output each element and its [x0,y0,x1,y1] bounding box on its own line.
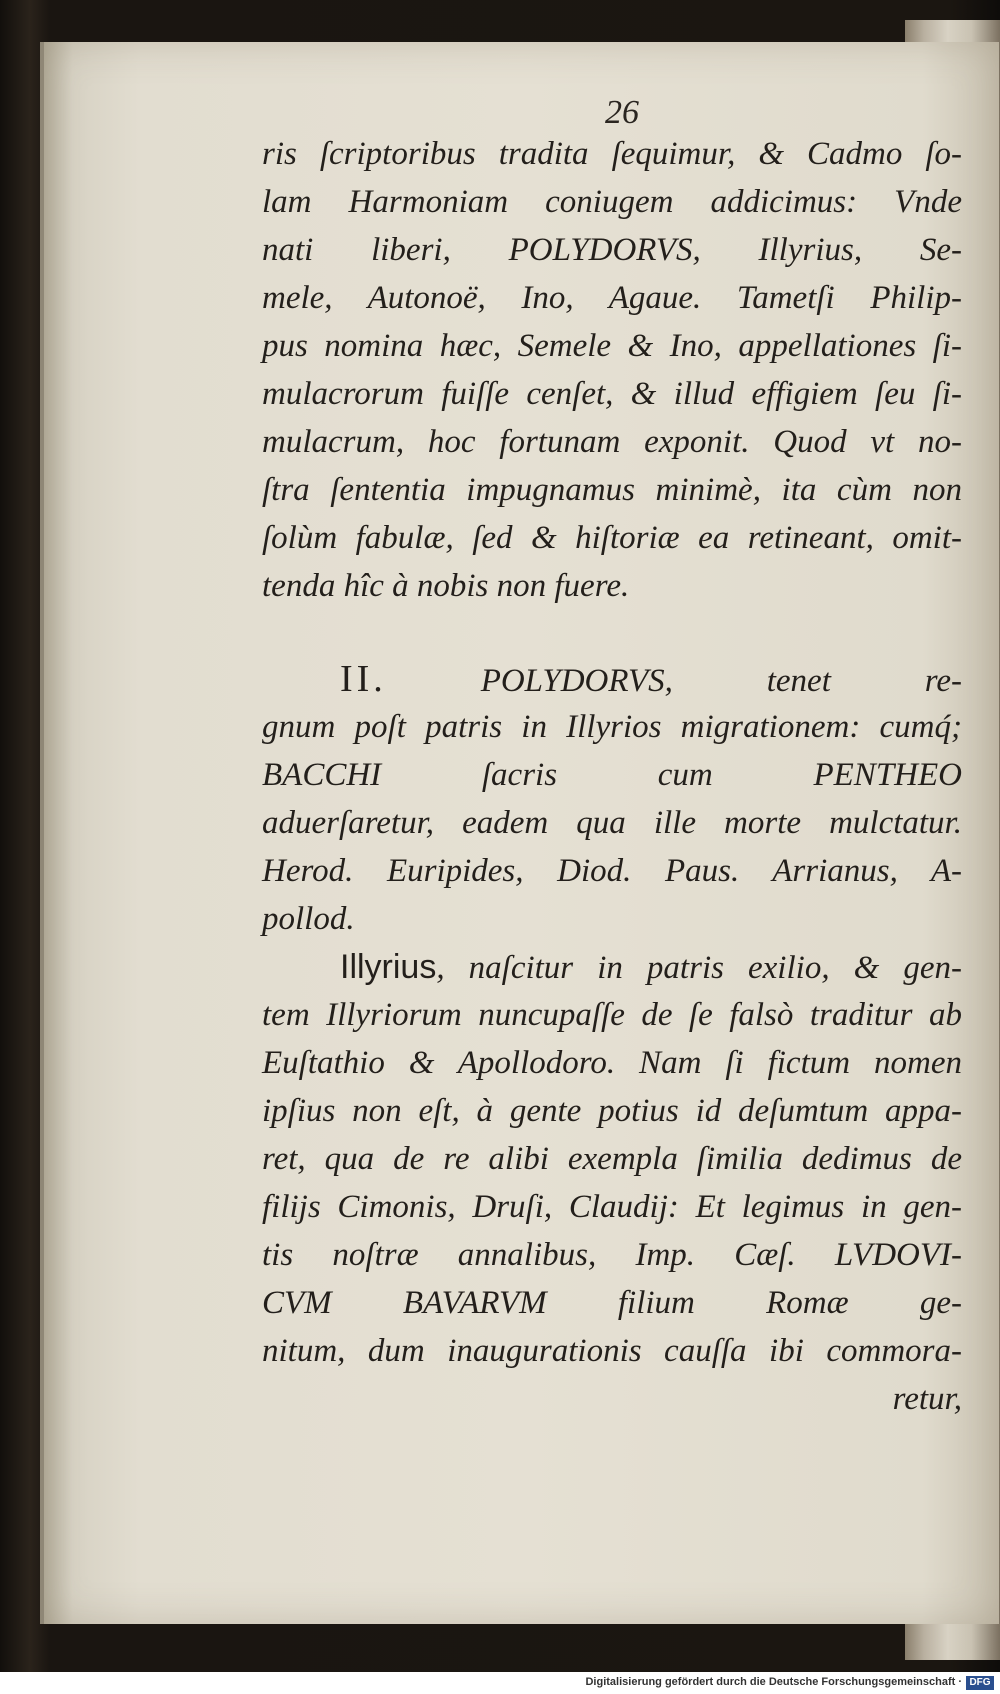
text-line: Herod. Euripides, Diod. Paus. Arrianus, A- [262,853,962,889]
text-line: mele, Autonoë, Ino, Agaue. Tametſi Philip- [262,280,962,316]
text-line: lam Harmoniam coniugem addicimus: Vnde [262,184,962,220]
text-line: tis noſtræ annalibus, Imp. Cæſ. LVDOVI- [262,1237,962,1273]
text-line: BACCHI ſacris cum PENTHEO [262,757,962,793]
text-line: , naſcitur in patris exilio, & gen- [436,950,962,986]
text-line: ſolùm fabulæ, ſed & hiſtoriæ ea retineant, omit- [262,520,962,556]
footer-bar [0,1672,1000,1694]
text-line: pus nomina hæc, Semele & Ino, appellationes ſi- [262,328,962,364]
text-line: gnum poſt patris in Illyrios migrationem: cumq́; [262,709,962,745]
catchword: retur, [892,1381,962,1417]
text-line: Euſtathio & Apollodoro. Nam ſi fictum nomen [262,1045,962,1081]
text-line: pollod. [262,901,355,937]
text-line: tem Illyriorum nuncupaſſe de ſe falsò traditur ab [262,997,962,1033]
text-line: filijs Cimonis, Druſi, Claudij: Et legimus in gen- [262,1189,962,1225]
section-heading-line [262,655,962,703]
section-numeral: II. [340,658,387,700]
text-line: ret, qua de re alibi exempla ſimilia dedimus de [262,1141,962,1177]
funding-credit: Digitalisierung gefördert durch die Deutsche Forschungsgemeinschaft · [585,1676,962,1688]
dfg-logo: DFG [966,1676,994,1690]
text-line: tenda hîc à nobis non fuere. [262,568,630,604]
page-number: 26 [605,94,639,131]
paragraph-lead-line [262,943,962,991]
text-line: aduerſaretur, eadem qua ille morte mulctatur. [262,805,962,841]
text-line: ris ſcriptoribus tradita ſequimur, & Cadmo ſo- [262,136,962,172]
page-text [262,130,962,1423]
paragraph-gap [262,610,962,655]
text-line: ipſius non eſt, à gente potius id deſumtum appa- [262,1093,962,1129]
text-line: mulacrorum fuiſſe cenſet, & illud effigiem ſeu ſi- [262,376,962,412]
text-line: nitum, dum inaugurationis cauſſa ibi commora- [262,1333,962,1369]
text-line: nati liberi, POLYDORVS, Illyrius, Se- [262,232,962,268]
text-line: ſtra ſententia impugnamus minimè, ita cùm non [262,472,962,508]
text-line: mulacrum, hoc fortunam exponit. Quod vt no- [262,424,962,460]
text-line: CVM BAVARVM filium Romæ ge- [262,1285,962,1321]
text-line: POLYDORVS, tenet re- [480,663,962,699]
paragraph-lead-word: Illyrius [340,948,437,986]
